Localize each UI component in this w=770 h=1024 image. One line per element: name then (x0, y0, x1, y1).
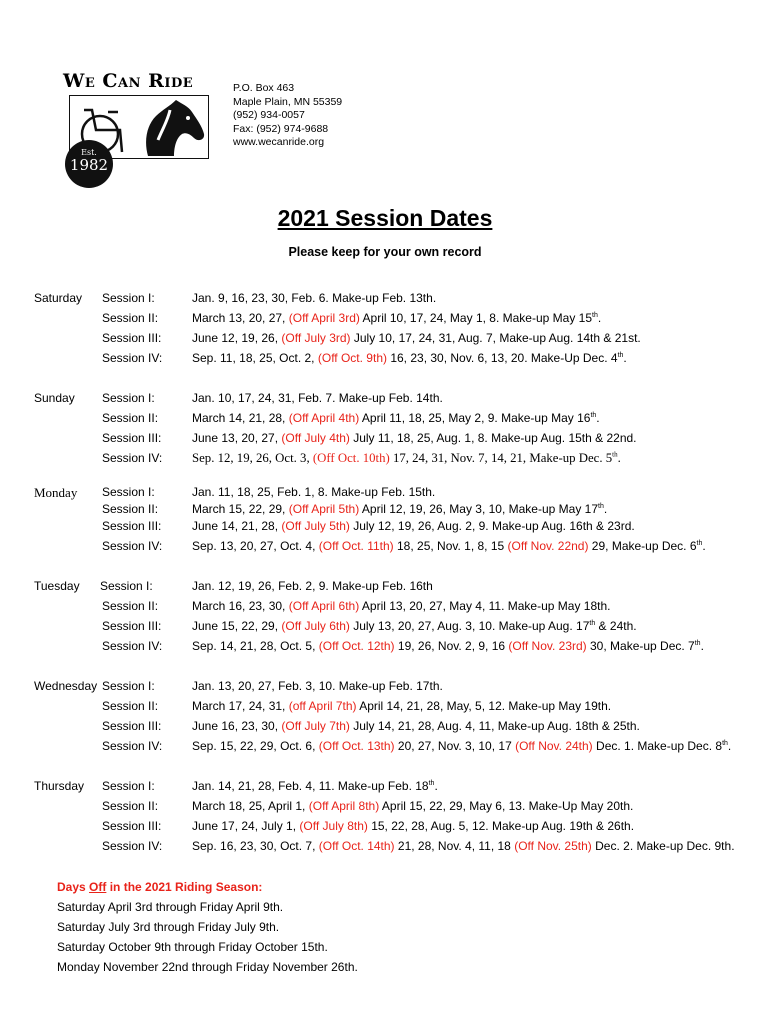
day-label: Sunday (34, 391, 75, 405)
date-text: & 24th. (595, 619, 637, 633)
page-title: 2021 Session Dates (277, 205, 493, 231)
session-label: Session I: (102, 291, 155, 305)
session-label: Session IV: (102, 739, 163, 753)
off-date: (Off July 5th) (281, 519, 350, 533)
session-dates (192, 639, 704, 653)
logo (63, 70, 209, 190)
date-text: April 14, 21, 28, May, 5, 12. Make-up May 19th. (356, 699, 612, 713)
date-text: Dec. 2. Make-up Dec. 9th. (591, 839, 735, 853)
days-off-item: Saturday April 3rd through Friday April 9th. (57, 900, 284, 914)
session-label: Session I: (102, 679, 155, 693)
date-text: March 14, 21, 28, (192, 411, 289, 425)
off-date: (Off Nov. 22nd) (507, 539, 589, 553)
ordinal-suffix: th (590, 412, 597, 419)
day-label: Wednesday (34, 679, 98, 693)
day-label: Saturday (34, 291, 83, 305)
date-text: Sep. 11, 18, 25, Oct. 2, (192, 351, 318, 365)
address-city: Maple Plain, MN 55359 (233, 95, 343, 108)
date-text: Jan. 10, 17, 24, 31, Feb. 7. Make-up Feb. 14th. (192, 391, 443, 405)
date-text: Jan. 13, 20, 27, Feb. 3, 10. Make-up Feb. 17th. (192, 679, 443, 693)
session-dates (192, 579, 433, 593)
date-text: Jan. 9, 16, 23, 30, Feb. 6. Make-up Feb. 13th. (192, 291, 437, 305)
session-label: Session I: (102, 485, 155, 499)
off-date: (Off July 7th) (281, 719, 350, 733)
days-off-heading: Days Off in the 2021 Riding Season: (57, 880, 263, 894)
off-date: (Off Oct. 13th) (318, 739, 395, 753)
off-date: (Off April 4th) (288, 411, 360, 425)
seal-est-text: Est. (81, 148, 97, 157)
date-text: March 15, 22, 29, (192, 502, 289, 516)
off-date: (Off July 8th) (299, 819, 368, 833)
date-text: April 15, 22, 29, May 6, 13. Make-Up May 20th. (379, 799, 634, 813)
date-text: 20, 27, Nov. 3, 10, 17 (394, 739, 516, 753)
day-label: Monday (34, 485, 78, 500)
session-dates (192, 699, 611, 713)
off-date: (Off April 5th) (288, 502, 360, 516)
date-text: . (434, 779, 438, 793)
session-dates (192, 539, 706, 553)
ordinal-suffix: th (696, 540, 703, 547)
off-date: (Off Oct. 12th) (318, 639, 395, 653)
date-text: . (700, 639, 704, 653)
off-date: (Off Oct. 9th) (317, 351, 387, 365)
off-date: (Off April 6th) (288, 599, 360, 613)
date-text: . (596, 411, 600, 425)
date-text: July 12, 19, 26, Aug. 2, 9. Make-up Aug. 16th & 23rd. (349, 519, 635, 533)
session-dates (192, 451, 621, 466)
date-text: April 11, 18, 25, May 2, 9. Make-up May 16 (359, 411, 591, 425)
session-label: Session II: (102, 699, 159, 713)
ordinal-suffix: th (722, 740, 728, 747)
session-label: Session IV: (102, 639, 163, 653)
session-dates (192, 311, 601, 325)
session-dates (192, 519, 635, 533)
off-date: (Off Nov. 23rd) (508, 639, 587, 653)
days-off-item: Saturday July 3rd through Friday July 9th. (57, 920, 280, 934)
ordinal-suffix: th (617, 352, 624, 359)
date-text: Jan. 14, 21, 28, Feb. 4, 11. Make-up Feb. 18 (192, 779, 429, 793)
date-text: . (603, 502, 608, 516)
ordinal-suffix: th (428, 780, 435, 787)
session-dates (192, 739, 731, 753)
date-text: Sep. 16, 23, 30, Oct. 7, (192, 839, 319, 853)
logo-title: We Can Ride (63, 70, 194, 92)
session-label: Session II: (102, 599, 159, 613)
off-date: (Off Oct. 10th) (312, 451, 390, 465)
ordinal-suffix: th (598, 503, 604, 510)
address-phone: (952) 934-0057 (233, 109, 305, 121)
session-dates (192, 485, 435, 499)
date-text: June 16, 23, 30, (192, 719, 282, 733)
date-text: . (727, 739, 732, 753)
session-label: Session IV: (102, 451, 163, 465)
date-text: . (702, 539, 706, 553)
address-website: www.wecanride.org (233, 136, 325, 148)
date-text: 18, 25, Nov. 1, 8, 15 (393, 539, 508, 553)
session-label: Session III: (102, 431, 162, 445)
date-text: June 14, 21, 28, (192, 519, 282, 533)
session-dates (192, 719, 640, 733)
session-label: Session IV: (102, 539, 163, 553)
ordinal-suffix: th (694, 640, 701, 647)
off-date: (Off April 8th) (308, 799, 380, 813)
date-text: March 13, 20, 27, (192, 311, 289, 325)
off-date: (Off April 3rd) (288, 311, 360, 325)
session-label: Session II: (102, 311, 159, 325)
off-date: (Off Nov. 25th) (514, 839, 592, 853)
off-date: (Off July 3rd) (281, 331, 351, 345)
date-text: . (597, 311, 602, 325)
date-text: June 17, 24, July 1, (192, 819, 300, 833)
date-text: 30, Make-up Dec. 7 (586, 639, 695, 653)
session-dates (192, 679, 443, 693)
session-dates (192, 599, 610, 613)
off-date: (Off July 4th) (281, 431, 350, 445)
date-text: . (617, 451, 621, 465)
session-label: Session III: (102, 719, 162, 733)
date-text: 29, Make-up Dec. 6 (588, 539, 697, 553)
date-text: April 13, 20, 27, May 4, 11. Make-up May 18th. (359, 599, 611, 613)
session-label: Session III: (102, 331, 162, 345)
date-text: March 16, 23, 30, (192, 599, 289, 613)
date-text: 15, 22, 28, Aug. 5, 12. Make-up Aug. 19th & 26th. (367, 819, 635, 833)
session-label: Session I: (102, 779, 155, 793)
date-text: Sep. 15, 22, 29, Oct. 6, (192, 739, 319, 753)
session-label: Session III: (102, 519, 162, 533)
session-dates (192, 799, 633, 813)
session-label: Session III: (102, 619, 162, 633)
seal-year: 1982 (69, 156, 109, 174)
ordinal-suffix: th (612, 450, 618, 459)
day-label: Tuesday (34, 579, 80, 593)
session-dates (192, 391, 443, 405)
date-text: 17, 24, 31, Nov. 7, 14, 21, Make-up Dec. 5 (389, 451, 613, 465)
date-text: April 10, 17, 24, May 1, 8. Make-up May 15 (359, 311, 592, 325)
off-date: (Off Nov. 24th) (515, 739, 593, 753)
session-dates (192, 351, 627, 365)
date-text: Dec. 1. Make-up Dec. 8 (592, 739, 723, 753)
date-text: July 14, 21, 28, Aug. 4, 11, Make-up Aug. 18th & 25th. (349, 719, 640, 733)
session-dates (192, 431, 637, 445)
session-label: Session III: (102, 819, 162, 833)
session-label: Session IV: (102, 839, 163, 853)
off-date: (off April 7th) (288, 699, 357, 713)
session-dates (192, 619, 637, 633)
session-dates (192, 291, 436, 305)
date-text: 19, 26, Nov. 2, 9, 16 (394, 639, 509, 653)
session-dates (192, 819, 634, 833)
ordinal-suffix: th (589, 620, 596, 627)
days-off-item: Monday November 22nd through Friday November 26th. (57, 960, 358, 974)
date-text: July 11, 18, 25, Aug. 1, 8. Make-up Aug. 15th & 22nd. (349, 431, 637, 445)
session-label: Session II: (102, 411, 159, 425)
date-text: July 13, 20, 27, Aug. 3, 10. Make-up Aug. 17 (349, 619, 590, 633)
days-off-notes (57, 877, 358, 977)
off-date: (Off Oct. 11th) (318, 539, 394, 553)
date-text: 21, 28, Nov. 4, 11, 18 (394, 839, 515, 853)
date-text: Jan. 12, 19, 26, Feb. 2, 9. Make-up Feb. 16th (192, 579, 433, 593)
day-label: Thursday (34, 779, 85, 793)
session-dates (192, 779, 438, 793)
date-text: June 13, 20, 27, (192, 431, 282, 445)
date-text: April 12, 19, 26, May 3, 10, Make-up May 17 (359, 502, 599, 516)
address-fax: Fax: (952) 974-9688 (233, 122, 329, 135)
session-dates (192, 331, 641, 345)
established-seal (65, 140, 113, 188)
session-label: Session I: (102, 391, 155, 405)
off-date: (Off July 6th) (281, 619, 350, 633)
off-date: (Off Oct. 14th) (318, 839, 395, 853)
session-dates (192, 411, 600, 425)
date-text: Sep. 13, 20, 27, Oct. 4, (192, 539, 319, 553)
ordinal-suffix: th (592, 312, 598, 319)
date-text: March 18, 25, April 1, (192, 799, 309, 813)
date-text: June 12, 19, 26, (192, 331, 282, 345)
date-text: March 17, 24, 31, (192, 699, 289, 713)
session-dates (192, 839, 735, 853)
session-label: Session II: (102, 799, 159, 813)
date-text: Sep. 14, 21, 28, Oct. 5, (192, 639, 319, 653)
days-off-item: Saturday October 9th through Friday October 15th. (57, 940, 328, 954)
date-text: 16, 23, 30, Nov. 6, 13, 20. Make-Up Dec. 4 (387, 351, 618, 365)
address-po-box: P.O. Box 463 (233, 82, 295, 94)
page-subtitle: Please keep for your own record (288, 245, 482, 259)
date-text: July 10, 17, 24, 31, Aug. 7, Make-up Aug. 14th & 21st. (350, 331, 641, 345)
date-text: . (623, 351, 627, 365)
session-label: Session I: (100, 579, 153, 593)
contact-address (233, 82, 342, 150)
session-dates (192, 502, 607, 516)
date-text: Jan. 11, 18, 25, Feb. 1, 8. Make-up Feb. 15th. (192, 485, 436, 499)
date-text: June 15, 22, 29, (192, 619, 282, 633)
session-label: Session IV: (102, 351, 163, 365)
date-text: Sep. 12, 19, 26, Oct. 3, (192, 451, 313, 465)
session-label: Session II: (102, 502, 159, 516)
